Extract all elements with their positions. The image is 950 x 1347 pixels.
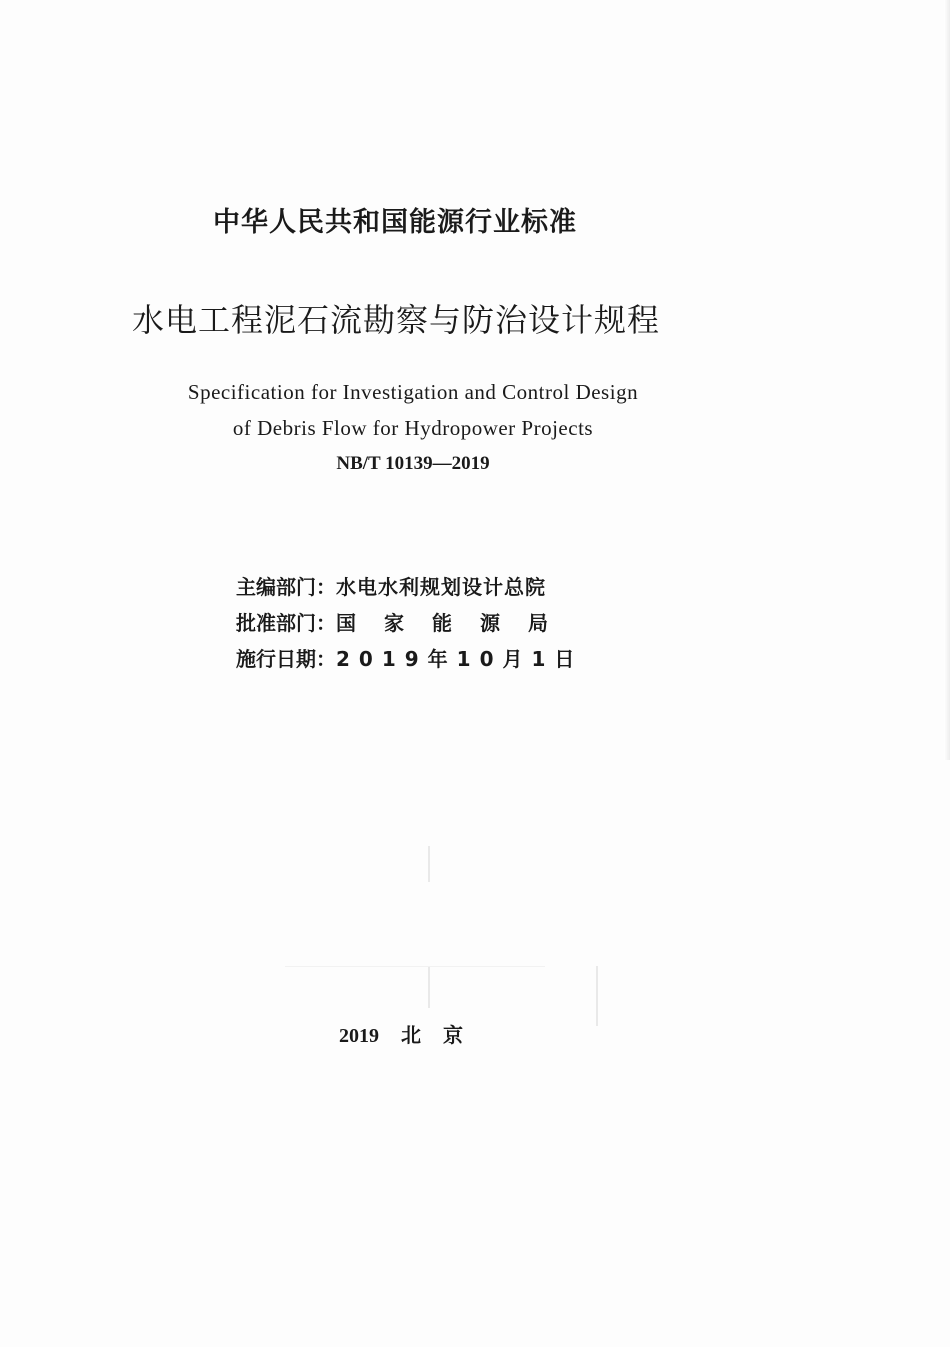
info-row-approval-department: [236, 607, 576, 636]
publication-city: 北京: [401, 1023, 485, 1047]
info-value: 2019年10月1日: [336, 647, 584, 671]
scan-artifact: [285, 966, 545, 967]
scan-artifact: [428, 846, 430, 882]
info-label: 施行日期：: [236, 647, 336, 671]
page-edge-shadow: [944, 0, 950, 760]
publication-footer: [339, 1019, 485, 1048]
scan-artifact: [428, 966, 430, 1008]
standard-category-heading: 中华人民共和国能源行业标准: [213, 207, 577, 238]
info-row-effective-date: [236, 643, 583, 672]
publication-year: 2019: [339, 1025, 379, 1047]
info-value: 国家能源局: [336, 611, 576, 635]
document-title-english-line-1: Specification for Investigation and Control Design: [187, 380, 639, 404]
document-title-english-line-2: of Debris Flow for Hydropower Projects: [232, 416, 594, 440]
scan-artifact: [596, 966, 598, 1026]
info-label: 批准部门：: [236, 611, 336, 635]
info-row-chief-editor: [236, 571, 546, 600]
standard-code: NB/T 10139—2019: [336, 453, 490, 474]
document-title-chinese: 水电工程泥石流勘察与防治设计规程: [132, 301, 661, 339]
info-label: 主编部门：: [236, 575, 336, 599]
info-value: 水电水利规划设计总院: [336, 575, 546, 599]
